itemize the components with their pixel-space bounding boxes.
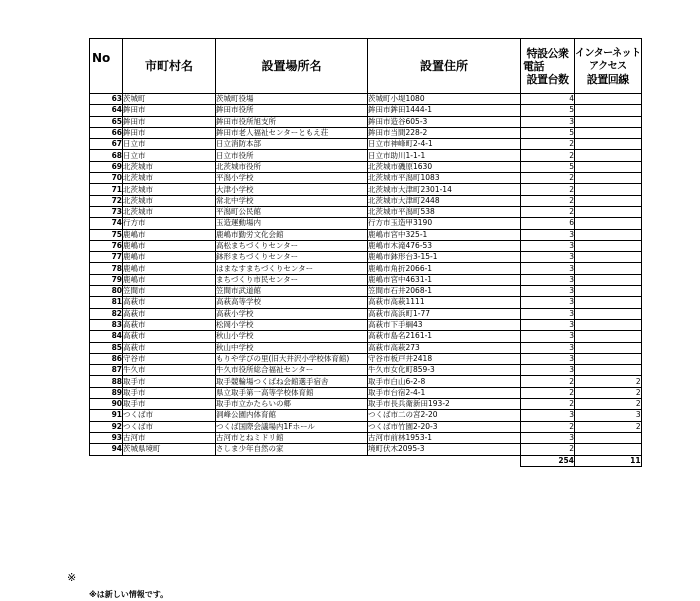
row-address: つくば市竹園2-20-3 [368, 421, 521, 432]
row-place: 北茨城市役所 [216, 161, 368, 172]
table-row [90, 184, 642, 195]
row-phone-count: 6 [521, 218, 575, 229]
row-address: 鉾田市造谷605-3 [368, 116, 521, 127]
row-city: 鉾田市 [123, 105, 216, 116]
row-place: 取手競輪場つくばね会館選手宿舎 [216, 376, 368, 387]
row-address: 鹿嶋市木滝476-53 [368, 240, 521, 251]
row-net-lines [575, 240, 642, 251]
row-no: 68 [90, 150, 123, 161]
row-no: 84 [90, 331, 123, 342]
table-row [90, 229, 642, 240]
row-address: 高萩市高萩273 [368, 342, 521, 353]
row-city: 茨城県境町 [123, 444, 216, 455]
row-no: 82 [90, 308, 123, 319]
row-no: 89 [90, 387, 123, 398]
row-place: 牛久市役所総合福祉センター [216, 365, 368, 376]
table-row [90, 444, 642, 455]
row-no: 86 [90, 353, 123, 364]
row-phone-count: 3 [521, 353, 575, 364]
row-city: 牛久市 [123, 365, 216, 376]
row-no: 94 [90, 444, 123, 455]
row-no: 73 [90, 206, 123, 217]
row-address: 北茨城市平潟町538 [368, 206, 521, 217]
row-city: 北茨城市 [123, 173, 216, 184]
row-place: 大津小学校 [216, 184, 368, 195]
row-place: 茨城町役場 [216, 94, 368, 105]
row-address: 高萩市島名2161-1 [368, 331, 521, 342]
row-no: 67 [90, 139, 123, 150]
row-address: 牛久市女化町859-3 [368, 365, 521, 376]
table-row [90, 206, 642, 217]
row-place: 常北中学校 [216, 195, 368, 206]
row-net-lines [575, 297, 642, 308]
row-address: 北茨城市大津町2301-14 [368, 184, 521, 195]
table-row [90, 432, 642, 443]
row-phone-count: 3 [521, 308, 575, 319]
row-place: 県立取手第一高等学校体育館 [216, 387, 368, 398]
row-phone-count: 3 [521, 432, 575, 443]
row-net-lines: 2 [575, 387, 642, 398]
row-net-lines [575, 161, 642, 172]
row-place: 秋山中学校 [216, 342, 368, 353]
row-city: 北茨城市 [123, 184, 216, 195]
shelter-table [89, 38, 642, 467]
row-net-lines [575, 206, 642, 217]
row-net-lines [575, 139, 642, 150]
row-city: 高萩市 [123, 331, 216, 342]
row-no: 72 [90, 195, 123, 206]
row-net-lines [575, 195, 642, 206]
table-row [90, 139, 642, 150]
row-city: 日立市 [123, 139, 216, 150]
row-phone-count: 3 [521, 116, 575, 127]
row-net-lines: 2 [575, 421, 642, 432]
total-phone-count: 254 [521, 455, 575, 466]
row-no: 70 [90, 173, 123, 184]
table-row [90, 195, 642, 206]
row-phone-count: 2 [521, 195, 575, 206]
row-phone-count: 3 [521, 365, 575, 376]
row-city: 守谷市 [123, 353, 216, 364]
row-address: 取手市長兵衛新田193-2 [368, 399, 521, 410]
row-address: 日立市助川1-1-1 [368, 150, 521, 161]
table-row [90, 365, 642, 376]
row-place: つくば国際会議場内1Fホール [216, 421, 368, 432]
table-row [90, 116, 642, 127]
row-address: 北茨城市平潟町1083 [368, 173, 521, 184]
row-place: さしま少年自然の家 [216, 444, 368, 455]
row-place: 日立消防本部 [216, 139, 368, 150]
row-phone-count: 5 [521, 127, 575, 138]
row-place: 平潟小学校 [216, 173, 368, 184]
row-net-lines [575, 286, 642, 297]
row-city: 鹿嶋市 [123, 229, 216, 240]
row-net-lines: 3 [575, 410, 642, 421]
row-net-lines [575, 342, 642, 353]
table-row [90, 263, 642, 274]
row-no: 90 [90, 399, 123, 410]
row-city: 取手市 [123, 399, 216, 410]
table-row [90, 297, 642, 308]
row-net-lines [575, 184, 642, 195]
table-row [90, 286, 642, 297]
row-address: 高萩市高浜町1-77 [368, 308, 521, 319]
table-row [90, 252, 642, 263]
row-phone-count: 3 [521, 263, 575, 274]
row-place: 古河市とねミドリ館 [216, 432, 368, 443]
row-address: 取手市白山6-2-8 [368, 376, 521, 387]
row-phone-count: 5 [521, 161, 575, 172]
table-row [90, 308, 642, 319]
row-no: 79 [90, 274, 123, 285]
row-city: 鹿嶋市 [123, 240, 216, 251]
row-no: 92 [90, 421, 123, 432]
row-city: 鹿嶋市 [123, 252, 216, 263]
row-phone-count: 3 [521, 274, 575, 285]
row-place: はまなすまちづくりセンター [216, 263, 368, 274]
row-phone-count: 5 [521, 105, 575, 116]
table-row [90, 353, 642, 364]
row-phone-count: 3 [521, 297, 575, 308]
row-net-lines [575, 127, 642, 138]
row-place: 秋山小学校 [216, 331, 368, 342]
row-phone-count: 3 [521, 252, 575, 263]
row-net-lines [575, 308, 642, 319]
row-no: 69 [90, 161, 123, 172]
row-no: 83 [90, 319, 123, 330]
row-city: 北茨城市 [123, 206, 216, 217]
table-row [90, 274, 642, 285]
row-net-lines [575, 229, 642, 240]
row-no: 80 [90, 286, 123, 297]
header-city: 市町村名 [123, 39, 216, 94]
row-address: 行方市玉造甲3190 [368, 218, 521, 229]
row-phone-count: 2 [521, 376, 575, 387]
row-no: 65 [90, 116, 123, 127]
row-phone-count: 3 [521, 240, 575, 251]
row-city: 行方市 [123, 218, 216, 229]
row-address: 取手市台宿2-4-1 [368, 387, 521, 398]
table-row [90, 376, 642, 387]
header-internet-lines [575, 39, 642, 94]
table-row [90, 421, 642, 432]
row-phone-count: 2 [521, 173, 575, 184]
row-city: つくば市 [123, 421, 216, 432]
table-row [90, 150, 642, 161]
header-phone-line3: 設置台数 [526, 72, 569, 86]
row-city: 高萩市 [123, 342, 216, 353]
row-place: 鉾田市役所旭支所 [216, 116, 368, 127]
table-row [90, 342, 642, 353]
row-address: 境町伏木2095-3 [368, 444, 521, 455]
row-no: 93 [90, 432, 123, 443]
row-phone-count: 4 [521, 94, 575, 105]
row-net-lines [575, 353, 642, 364]
blank-cell [368, 455, 521, 466]
row-address: 鹿嶋市鉢形台3-15-1 [368, 252, 521, 263]
row-net-lines [575, 444, 642, 455]
row-no: 63 [90, 94, 123, 105]
row-address: 鹿嶋市角折2066-1 [368, 263, 521, 274]
table-row [90, 319, 642, 330]
row-no: 66 [90, 127, 123, 138]
table-row [90, 127, 642, 138]
row-no: 88 [90, 376, 123, 387]
row-no: 74 [90, 218, 123, 229]
row-city: 高萩市 [123, 319, 216, 330]
row-address: 茨城町小堤1080 [368, 94, 521, 105]
row-city: 笠間市 [123, 286, 216, 297]
row-city: 鉾田市 [123, 127, 216, 138]
row-no: 77 [90, 252, 123, 263]
row-phone-count: 3 [521, 319, 575, 330]
row-no: 71 [90, 184, 123, 195]
row-city: 茨城町 [123, 94, 216, 105]
header-phone-line2: 電話 [523, 59, 544, 73]
header-net-line1: インターネット [575, 47, 641, 59]
row-net-lines [575, 94, 642, 105]
total-net-lines: 11 [575, 455, 642, 466]
row-city: 日立市 [123, 150, 216, 161]
row-phone-count: 3 [521, 331, 575, 342]
row-city: 北茨城市 [123, 161, 216, 172]
table-row [90, 331, 642, 342]
header-net-line3: 設置回線 [586, 72, 629, 86]
row-place: もりや学びの里(旧大井沢小学校体育館) [216, 353, 368, 364]
row-net-lines [575, 116, 642, 127]
row-place: 洞峰公園内体育館 [216, 410, 368, 421]
row-address: 笠間市石井2068-1 [368, 286, 521, 297]
row-phone-count: 2 [521, 206, 575, 217]
row-net-lines [575, 150, 642, 161]
table-body [90, 94, 642, 467]
row-net-lines [575, 331, 642, 342]
row-phone-count: 3 [521, 229, 575, 240]
row-place: 高萩小学校 [216, 308, 368, 319]
row-net-lines [575, 218, 642, 229]
row-place: 玉造運動場内 [216, 218, 368, 229]
row-no: 91 [90, 410, 123, 421]
row-place: 取手市立かたらいの郷 [216, 399, 368, 410]
row-city: 取手市 [123, 376, 216, 387]
row-address: 高萩市高萩1111 [368, 297, 521, 308]
row-city: 鉾田市 [123, 116, 216, 127]
row-no: 75 [90, 229, 123, 240]
table-row [90, 240, 642, 251]
row-place: 高松まちづくりセンター [216, 240, 368, 251]
row-phone-count: 2 [521, 444, 575, 455]
table-row [90, 173, 642, 184]
row-phone-count: 2 [521, 387, 575, 398]
row-address: 北茨城市磯原1630 [368, 161, 521, 172]
table-row [90, 105, 642, 116]
blank-cell [90, 455, 123, 466]
header-net-line2: アクセス [588, 60, 627, 72]
row-net-lines [575, 173, 642, 184]
row-net-lines [575, 432, 642, 443]
row-no: 78 [90, 263, 123, 274]
row-address: 古河市前林1953-1 [368, 432, 521, 443]
header-row [90, 39, 642, 94]
header-place: 設置場所名 [216, 39, 368, 94]
row-place: 鹿嶋市勤労文化会館 [216, 229, 368, 240]
row-phone-count: 3 [521, 286, 575, 297]
blank-cell [216, 455, 368, 466]
row-city: 高萩市 [123, 297, 216, 308]
row-no: 64 [90, 105, 123, 116]
row-address: 高萩市下手綱43 [368, 319, 521, 330]
row-address: 北茨城市大津町2448 [368, 195, 521, 206]
row-address: 鹿嶋市宮中325-1 [368, 229, 521, 240]
row-net-lines [575, 263, 642, 274]
footnote: ※は新しい情報です。 [89, 590, 169, 599]
row-place: まちづくり市民センター [216, 274, 368, 285]
table-row [90, 399, 642, 410]
table-row [90, 161, 642, 172]
row-city: 北茨城市 [123, 195, 216, 206]
row-net-lines [575, 252, 642, 263]
row-net-lines: 2 [575, 399, 642, 410]
row-place: 平潟町公民館 [216, 206, 368, 217]
row-place: 鉾田市老人福祉センターともえ荘 [216, 127, 368, 138]
blank-cell [123, 455, 216, 466]
new-info-mark: ※ [67, 571, 77, 584]
row-city: 鹿嶋市 [123, 274, 216, 285]
row-phone-count: 3 [521, 410, 575, 421]
row-net-lines [575, 105, 642, 116]
header-phone-line1: 特設公衆 [526, 46, 569, 60]
row-address: 日立市神峰町2-4-1 [368, 139, 521, 150]
row-address: 鹿嶋市宮中4631-1 [368, 274, 521, 285]
row-city: 古河市 [123, 432, 216, 443]
row-place: 日立市役所 [216, 150, 368, 161]
row-phone-count: 2 [521, 421, 575, 432]
row-place: 鉢形まちづくりセンター [216, 252, 368, 263]
row-city: 取手市 [123, 387, 216, 398]
table-row [90, 387, 642, 398]
row-net-lines [575, 319, 642, 330]
row-city: 鹿嶋市 [123, 263, 216, 274]
row-city: つくば市 [123, 410, 216, 421]
row-place: 松岡小学校 [216, 319, 368, 330]
row-place: 笠間市武道館 [216, 286, 368, 297]
row-net-lines [575, 365, 642, 376]
table-row [90, 94, 642, 105]
row-place: 高萩高等学校 [216, 297, 368, 308]
row-phone-count: 2 [521, 184, 575, 195]
row-phone-count: 2 [521, 150, 575, 161]
totals-row [90, 455, 642, 466]
row-net-lines [575, 274, 642, 285]
row-phone-count: 3 [521, 342, 575, 353]
row-address: 守谷市板戸井2418 [368, 353, 521, 364]
header-no: No [90, 39, 123, 94]
row-address: 鉾田市当間228-2 [368, 127, 521, 138]
table-row [90, 410, 642, 421]
table-row [90, 218, 642, 229]
header-phone-count [521, 39, 575, 94]
row-address: つくば市二の宮2-20 [368, 410, 521, 421]
row-no: 76 [90, 240, 123, 251]
header-address: 設置住所 [368, 39, 521, 94]
row-address: 鉾田市鉾田1444-1 [368, 105, 521, 116]
row-phone-count: 2 [521, 139, 575, 150]
row-city: 高萩市 [123, 308, 216, 319]
row-no: 85 [90, 342, 123, 353]
row-phone-count: 2 [521, 399, 575, 410]
row-no: 87 [90, 365, 123, 376]
row-net-lines: 2 [575, 376, 642, 387]
row-no: 81 [90, 297, 123, 308]
row-place: 鉾田市役所 [216, 105, 368, 116]
